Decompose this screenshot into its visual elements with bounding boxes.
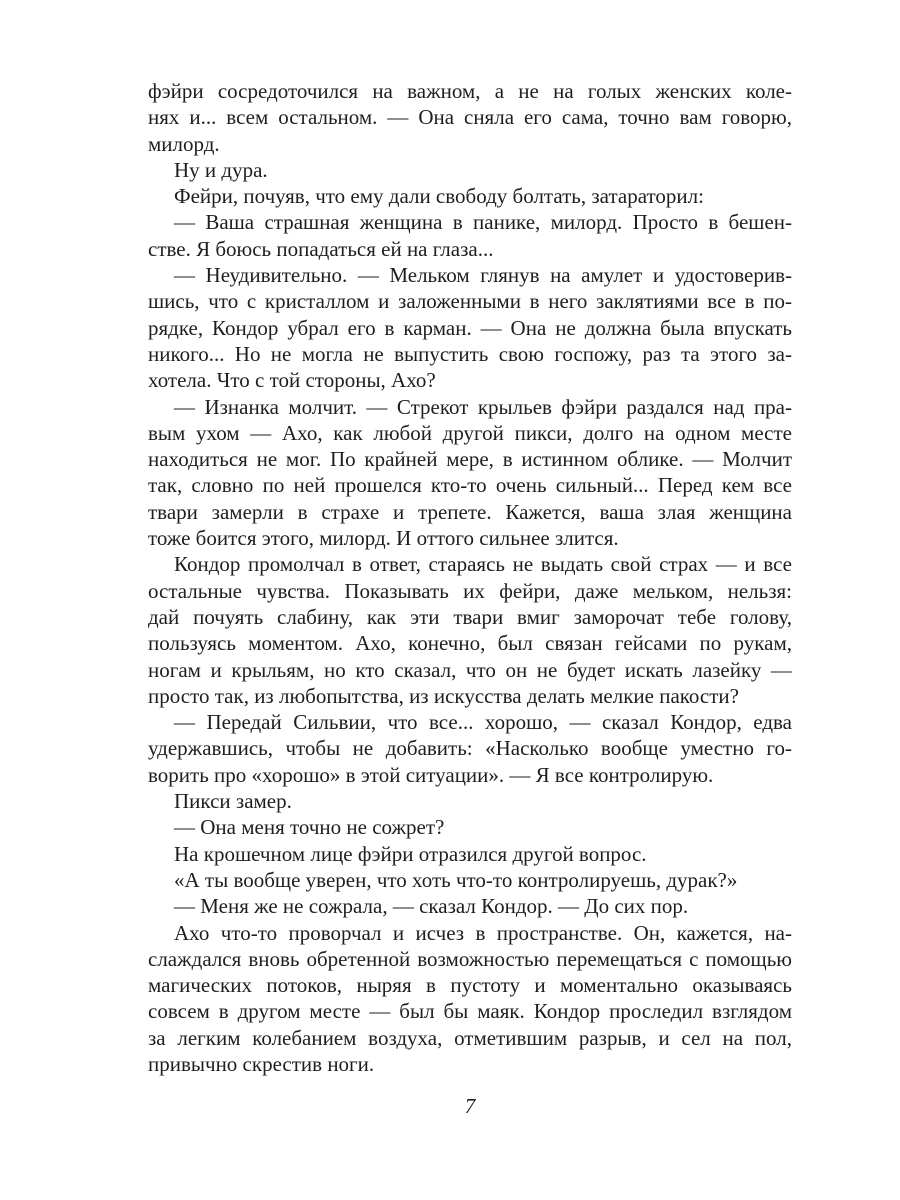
text-line: твари замерли в страхе и трепете. Кажется, ваша злая женщина xyxy=(148,499,792,524)
text-line: нях и... всем остальном. — Она сняла его сама, точно вам говорю, xyxy=(148,105,792,130)
text-line: Фейри, почуяв, что ему дали свободу болтать, затараторил: xyxy=(174,184,704,209)
text-line: — Передай Сильвии, что все... хорошо, — сказал Кондор, едва xyxy=(174,710,792,735)
text-line: «А ты вообще уверен, что хоть что-то контролируешь, дурак?» xyxy=(174,867,738,892)
text-line: рядке, Кондор убрал его в карман. — Она не должна была впускать xyxy=(148,315,792,340)
text-line: остальные чувства. Показывать их фейри, даже мельком, нельзя: xyxy=(148,578,792,603)
paragraph xyxy=(148,78,792,157)
text-line: Пикси замер. xyxy=(174,789,292,814)
text-line: шись, что с кристаллом и заложенными в него заклятиями все в по- xyxy=(148,289,792,314)
text-line: — Неудивительно. — Мельком глянув на амулет и удостоверив- xyxy=(174,263,792,288)
text-line: слаждался вновь обретенной возможностью перемещаться с помощью xyxy=(148,946,792,971)
text-line: тоже боится этого, милорд. И оттого сильнее злится. xyxy=(148,526,619,551)
paragraph xyxy=(148,920,792,1078)
text-line: Ахо что-то проворчал и исчез в пространстве. Он, кажется, на- xyxy=(174,920,792,945)
text-line: никого... Но не могла не выпустить свою госпожу, раз та этого за- xyxy=(148,341,792,366)
text-line: ворить про «хорошо» в этой ситуации». — Я все контролирую. xyxy=(148,762,714,787)
text-line: вым ухом — Ахо, как любой другой пикси, долго на одном месте xyxy=(148,420,792,445)
paragraph xyxy=(148,394,792,552)
paragraph xyxy=(148,157,792,183)
text-line: просто так, из любопытства, из искусства делать мелкие пакости? xyxy=(148,683,739,708)
text-line: Ну и дура. xyxy=(174,157,268,182)
page-body-text xyxy=(148,78,792,1077)
paragraph xyxy=(148,814,792,840)
text-line: ногам и крыльям, но кто сказал, что он не будет искать лазейку — xyxy=(148,657,792,682)
text-line: — Она меня точно не сожрет? xyxy=(174,815,445,840)
text-line: — Изнанка молчит. — Стрекот крыльев фэйри раздался над пра- xyxy=(174,394,792,419)
paragraph xyxy=(148,709,792,788)
text-line: стве. Я боюсь попадаться ей на глаза... xyxy=(148,236,494,261)
text-line: милорд. xyxy=(148,131,220,156)
text-line: — Меня же не сожрала, — сказал Кондор. — До сих пор. xyxy=(174,894,689,919)
text-line: за легким колебанием воздуха, отметившим разрыв, и сел на пол, xyxy=(148,1025,792,1050)
paragraph xyxy=(148,183,792,209)
text-line: Кондор промолчал в ответ, стараясь не выдать свой страх — и все xyxy=(174,552,792,577)
text-line: фэйри сосредоточился на важном, а не на голых женских коле- xyxy=(148,79,792,103)
text-line: хотела. Что с той стороны, Ахо? xyxy=(148,368,436,393)
text-line: удержавшись, чтобы не добавить: «Насколько вообще уместно го- xyxy=(148,736,792,761)
paragraph xyxy=(148,893,792,919)
text-line: магических потоков, ныряя в пустоту и моментально оказываясь xyxy=(148,973,792,998)
text-line: дай почуять слабину, как эти твари вмиг заморочат тебе голову, xyxy=(148,604,792,629)
text-line: так, словно по ней прошелся кто-то очень сильный... Перед кем все xyxy=(148,473,792,498)
text-line: совсем в другом месте — был бы маяк. Кондор проследил взглядом xyxy=(148,999,792,1024)
page-number: 7 xyxy=(464,1094,476,1118)
paragraph xyxy=(148,788,792,814)
text-line: находиться не мог. По крайней мере, в истинном облике. — Молчит xyxy=(148,447,792,472)
paragraph xyxy=(148,841,792,867)
text-line: пользуясь моментом. Ахо, конечно, был связан гейсами по рукам, xyxy=(148,631,792,656)
paragraph xyxy=(148,262,792,393)
paragraph xyxy=(148,209,792,262)
text-line: На крошечном лице фэйри отразился другой вопрос. xyxy=(174,841,647,866)
text-line: привычно скрестив ноги. xyxy=(148,1051,375,1076)
paragraph xyxy=(148,551,792,709)
text-line: — Ваша страшная женщина в панике, милорд. Просто в бешен- xyxy=(174,210,792,235)
paragraph xyxy=(148,867,792,893)
